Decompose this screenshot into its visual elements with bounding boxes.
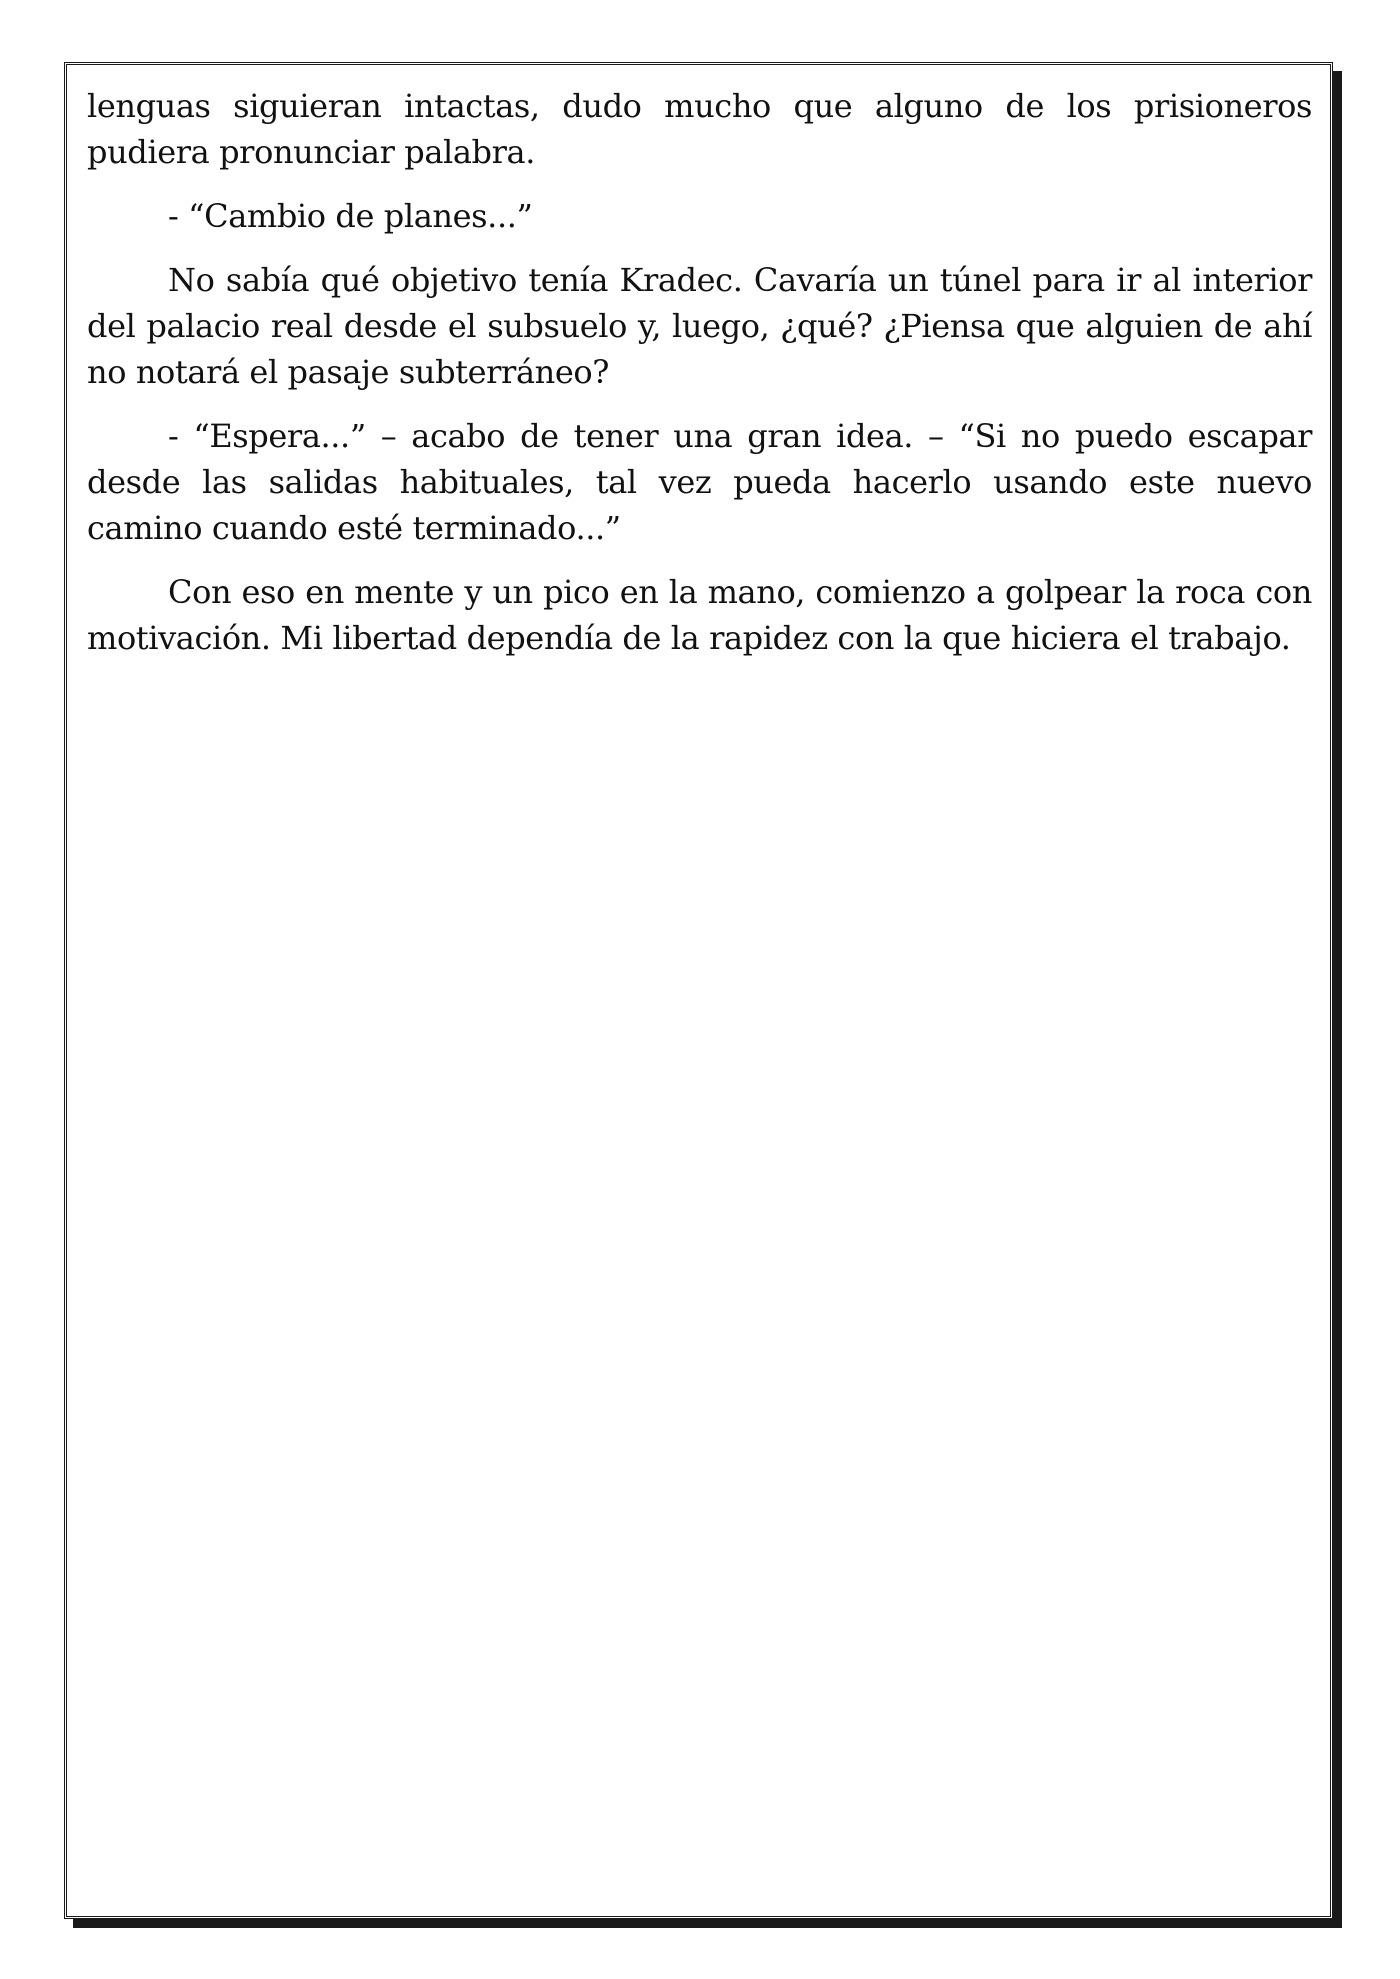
paragraph-continuation: lenguas siguieran intactas, dudo mucho que alguno de los prisioneros pudiera pronunciar palabra. <box>87 87 1312 171</box>
page-frame <box>64 62 1333 1919</box>
paragraph-dialogue-cambio: - “Cambio de planes...” <box>168 197 533 235</box>
page-body <box>87 83 1312 679</box>
paragraph-pickaxe: Con eso en mente y un pico en la mano, comienzo a golpear la roca con motivación. Mi libertad dependía de la rapidez con la que hiciera el trabajo. <box>87 573 1312 657</box>
paragraph-dialogue-espera: - “Espera...” – acabo de tener una gran idea. – “Si no puedo escapar desde las salidas habituales, tal vez pueda hacerlo usando este nuevo camino cuando esté terminado...” <box>87 417 1312 547</box>
paragraph-kradec-objective: No sabía qué objetivo tenía Kradec. Cavaría un túnel para ir al interior del palacio real desde el subsuelo y, luego, ¿qué? ¿Piensa que alguien de ahí no notará el pasaje subterráneo? <box>87 261 1312 391</box>
